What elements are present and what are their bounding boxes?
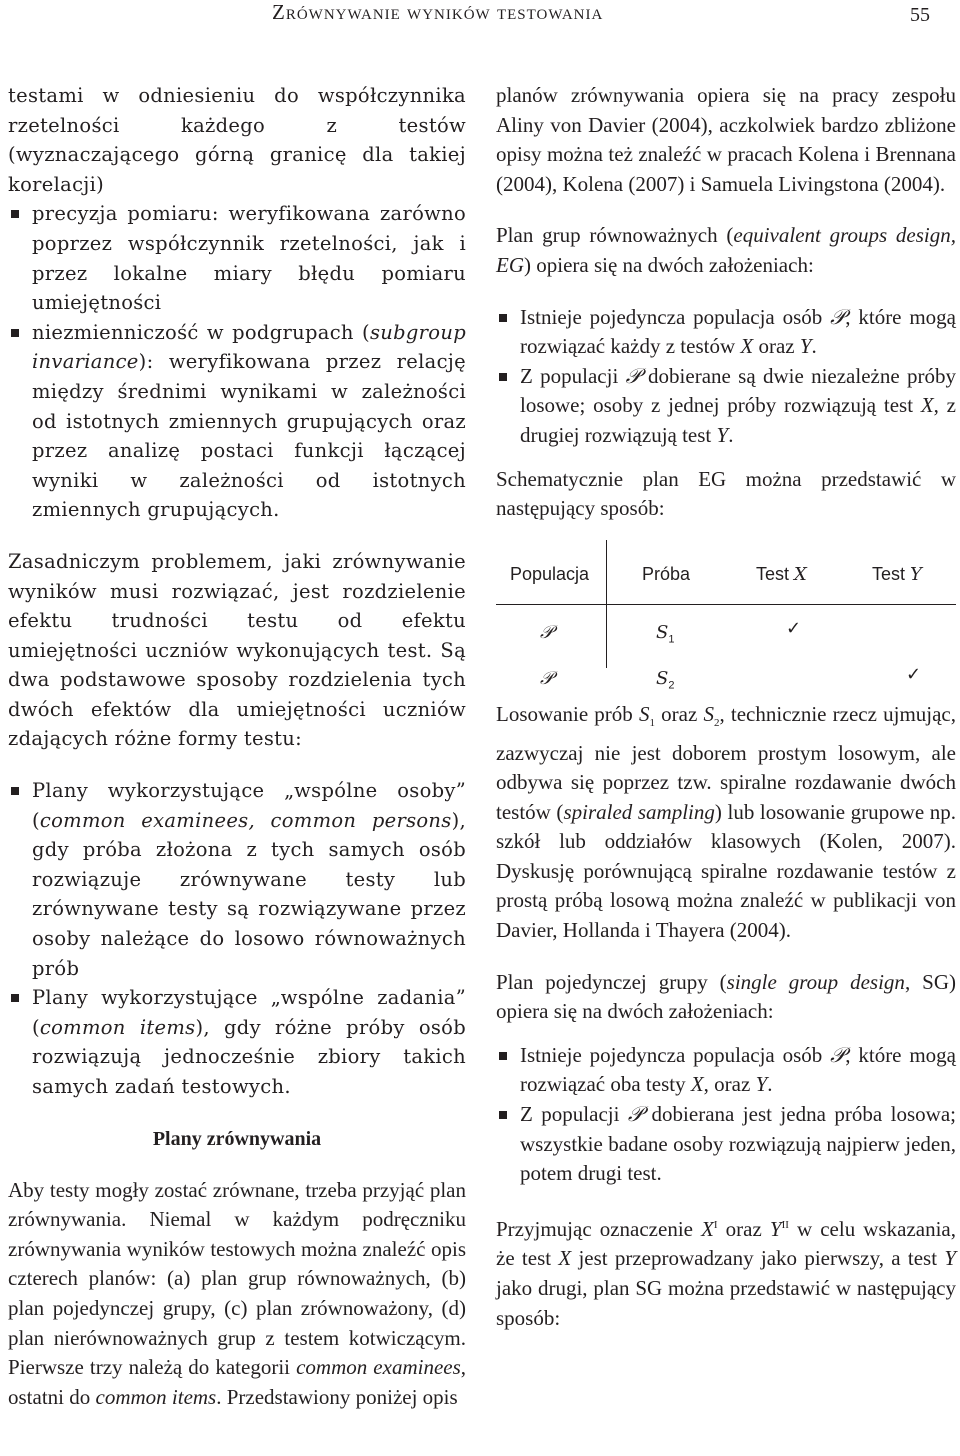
row2-sample: $S_2$ [656, 667, 675, 692]
right-bullet-list-2 [496, 1041, 956, 1189]
table-header-sample: Próba [642, 563, 691, 584]
table-header-test-x: Test X [756, 563, 807, 585]
right-paragraph-2: Plan grup równoważnych (equivalent groups design, EG) opiera się na dwóch założeniach: [496, 223, 957, 277]
page-number: 55 [910, 4, 930, 26]
right-bullet-2-2: Z populacji 𝒫 dobierana jest jedna próba losowa; wszystkie badane osoby rozwiązują najpierw jeden, potem drugi test. [496, 1100, 956, 1189]
right-bullet-1-1: Istnieje pojedyncza populacja osób 𝒫, które mogą rozwiązać każdy z testów X oraz Y. [496, 303, 956, 362]
left-bullet-1-1: precyzja pomiaru: weryfikowana zarówno poprzez współczynnik rzetelności, jak i przez lokalne miary błędu pomiaru umiejętności [8, 199, 466, 317]
left-bullet-list-1 [8, 199, 466, 525]
right-bullet-list-1 [496, 303, 956, 451]
eg-design-table [496, 540, 956, 700]
left-paragraph-3: Aby testy mogły zostać zrównane, trzeba przyjąć plan zrównywania. Niemal w każdym podręczniku zrównywania wyników testowych można znaleźć opis czterech planów: (a) plan grup równoważnych, (b) plan pojedynczej grupy, (c) plan zrównoważony, (d) plan nierównoważnych grup z testem kotwiczącym. Pierwsze trzy należą do kategorii common examinees, ostatni do common items. Przedstawiony poniżej opis [8, 1177, 467, 1409]
right-paragraph-1: planów zrównywania opiera się na pracy zespołu Aliny von Davier (2004), aczkolwiek bardzo zbliżone opisy można też znaleźć w pracach Kolena i Brennana (2004), Kolena (2007) i Samuela Livingstona (2004). [496, 83, 956, 196]
right-paragraph-3: Schematycznie plan EG można przedstawić w następujący sposób: [496, 466, 956, 521]
page-header [0, 0, 960, 30]
table-header-test-y: Test Y [872, 563, 922, 585]
left-bullet-2-1: Plany wykorzystujące „wspólne osoby” (common examinees, common persons), gdy próba złożona z tych samych osób rozwiązuje zrównywane testy lub zrównywane testy są rozwiązywane przez osoby należące do losowo równoważnych prób [8, 776, 466, 983]
table-horizontal-rule [496, 604, 956, 605]
left-paragraph-1: testami w odniesieniu do współczynnika rzetelności każdego z testów (wyznaczającego górną granicę dla takiej korelacji) [8, 84, 466, 196]
row2-test-y-check: ✓ [906, 663, 922, 685]
row1-test-x-check: ✓ [786, 617, 802, 639]
left-column [8, 81, 466, 1412]
right-bullet-1-2: Z populacji 𝒫 dobierane są dwie niezależne próby losowe; osoby z jednej próby rozwiązują test X, z drugiej rozwiązują test Y. [496, 362, 956, 451]
section-heading: Plany zrównywania [152, 1127, 322, 1150]
left-monospace-block [8, 81, 466, 1102]
left-bullet-2-2: Plany wykorzystujące „wspólne zadania” (common items), gdy różne próby osób rozwiązują jednocześnie zbiory takich samych zadań testowych. [8, 983, 466, 1101]
row1-sample: $S_1$ [656, 621, 675, 646]
left-bullet-1-2: niezmienniczość w podgrupach (subgroup invariance): weryfikowana przez relację między średnimi wynikami w zależności od istotnych zmiennych grupujących oraz przez analizę postaci funkcji łączącej wyniki w zależności od istotnych zmiennych grupujących. [8, 318, 466, 525]
right-paragraph-6: Przyjmując oznaczenie $X^I$ oraz $Y^{II}$ w celu wskazania, że test X jest przeprowadzany jako pierwszy, a test Y jako drugi, plan SG można przedstawić w następujący sposób: [496, 1216, 957, 1330]
table-header-population: Populacja [510, 563, 590, 584]
right-paragraph-5: Plan pojedynczej grupy (single group design, SG) opiera się na dwóch założeniach: [496, 969, 956, 1024]
row2-population: 𝒫 [540, 667, 553, 689]
left-bullet-list-2 [8, 776, 466, 1102]
right-column [496, 81, 956, 1333]
right-bullet-2-1: Istnieje pojedyncza populacja osób 𝒫, które mogą rozwiązać oba testy X, oraz Y. [496, 1041, 956, 1100]
running-title: Zrównywanie wyników testowania [272, 0, 604, 24]
left-paragraph-2: Zasadniczym problemem, jaki zrównywanie wyników musi rozwiązać, jest rozdzielenie efektu trudności testu od efektu umiejętności uczniów wykonujących test. Są dwa podstawowe sposoby rozdzielenia tych dwóch efektów dla umiejętności uczniów zdających różne formy testu: [8, 549, 466, 751]
row1-population: 𝒫 [540, 621, 553, 643]
right-paragraph-4: Losowanie prób $S_1$ oraz $S_2$, technicznie rzecz ujmując, zazwyczaj nie jest doborem prostym losowym, ale odbywa się poprzez tzw. spiralne rozdawanie dwóch testów (spiraled sampling) lub losowanie grupowe np. szkół lub oddziałów klasowych (Kolen, 2007). Dyskusję porównującą spiralne rozdawanie testów z prostą próbą losową można znaleźć w publikacji von Davier, Hollanda i Thayera (2004). [496, 701, 957, 943]
